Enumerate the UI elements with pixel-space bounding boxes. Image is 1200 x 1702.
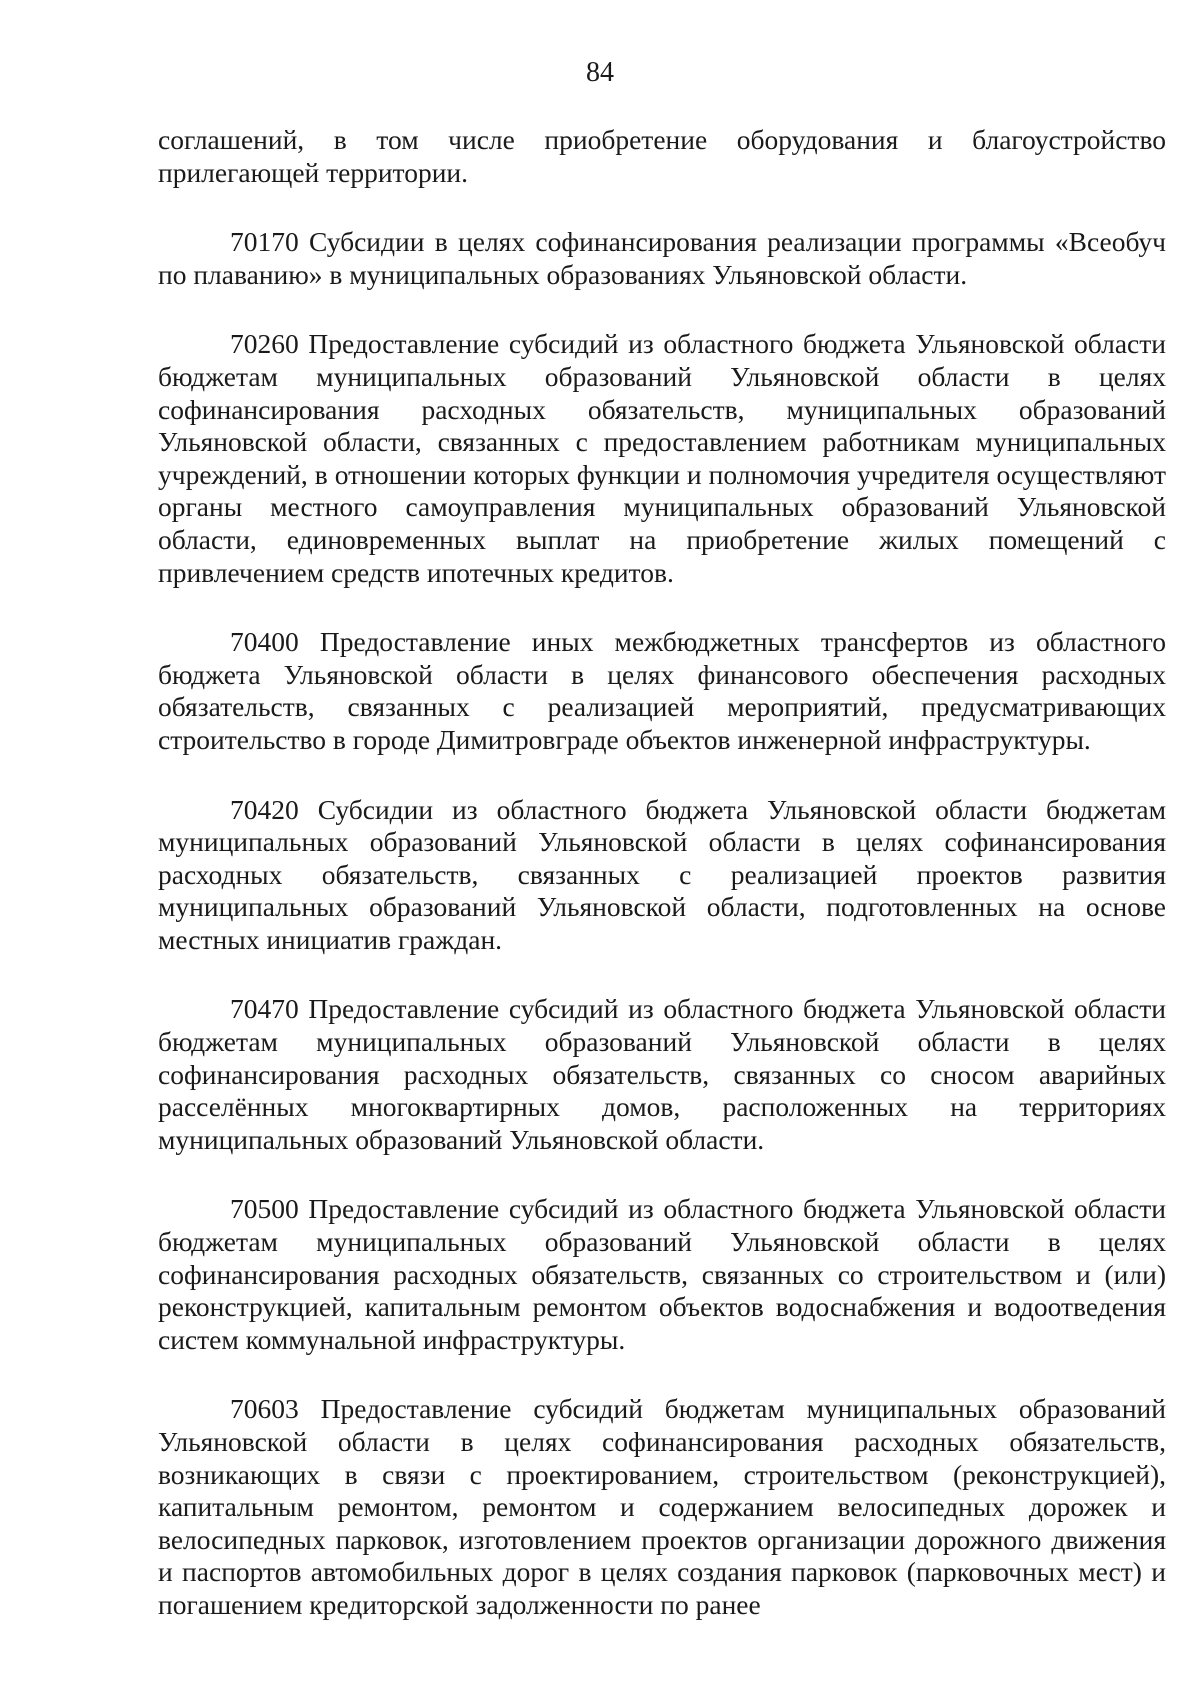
- document-body: [158, 124, 1166, 1622]
- paragraph-continuation: соглашений, в том числе приобретение оборудования и благоустройство прилегающей территории.: [158, 124, 1166, 188]
- paragraph-70603: 70603 Предоставление субсидий бюджетам муниципальных образований Ульяновской области в целях софинансирования расходных обязательств, возникающих в связи с проектированием, строительством (реконструкцией), капитальным ремонтом, ремонтом и содержанием велосипедных дорожек и велосипедных парковок, изготовлением проектов организации дорожного движения и паспортов автомобильных дорог в целях создания парковок (парковочных мест) и погашением кредиторской задолженности по ранее: [158, 1393, 1166, 1620]
- page-number: 84: [586, 57, 614, 88]
- paragraph-70260: 70260 Предоставление субсидий из областного бюджета Ульяновской области бюджетам муниципальных образований Ульяновской области в целях софинансирования расходных обязательств, муниципальных образований Ульяновской области, связанных с предоставлением работникам муниципальных учреждений, в отношении которых функции и полномочия учредителя осуществляют органы местного самоуправления муниципальных образований Ульяновской области, единовременных выплат на приобретение жилых помещений с привлечением средств ипотечных кредитов.: [158, 328, 1166, 588]
- paragraph-70470: 70470 Предоставление субсидий из областного бюджета Ульяновской области бюджетам муниципальных образований Ульяновской области в целях софинансирования расходных обязательств, связанных со сносом аварийных расселённых многоквартирных домов, расположенных на территориях муниципальных образований Ульяновской области.: [158, 993, 1166, 1155]
- paragraph-70500: 70500 Предоставление субсидий из областного бюджета Ульяновской области бюджетам муниципальных образований Ульяновской области в целях софинансирования расходных обязательств, связанных со строительством и (или) реконструкцией, капитальным ремонтом объектов водоснабжения и водоотведения систем коммунальной инфраструктуры.: [158, 1193, 1166, 1355]
- paragraph-70400: 70400 Предоставление иных межбюджетных трансфертов из областного бюджета Ульяновской области в целях финансового обеспечения расходных обязательств, связанных с реализацией мероприятий, предусматривающих строительство в городе Димитровграде объектов инженерной инфраструктуры.: [158, 626, 1166, 755]
- paragraph-70420: 70420 Субсидии из областного бюджета Ульяновской области бюджетам муниципальных образований Ульяновской области в целях софинансирования расходных обязательств, связанных с реализацией проектов развития муниципальных образований Ульяновской области, подготовленных на основе местных инициатив граждан.: [158, 793, 1166, 955]
- paragraph-70170: 70170 Субсидии в целях софинансирования реализации программы «Всеобуч по плаванию» в муниципальных образованиях Ульяновской области.: [158, 226, 1166, 290]
